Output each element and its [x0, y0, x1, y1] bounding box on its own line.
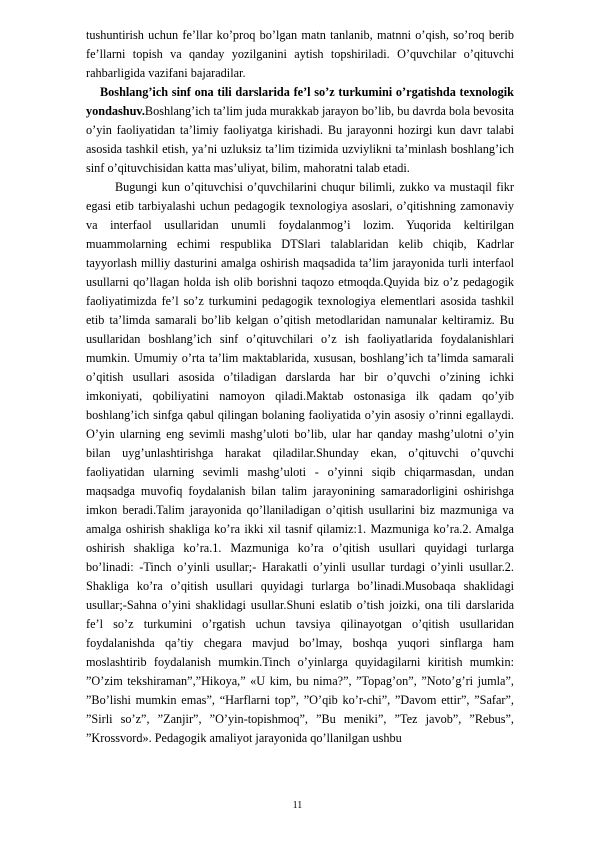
paragraph-main: Bugungi kun o’qituvchisi o’quvchilarini chuqur bilimli, zukko va mustaqil fikr egasi etib tarbiyalashi uchun pedagogik texnologiya asoslari, o’qitishning zamonaviy va interfaol usullaridan unumli foydalanmog’i lozim. Yuqorida keltirilgan muammolarning echimi respublika DTSlari talablaridan kelib chiqib, Kadrlar tayyorlash milliy dasturini amalga oshirish maqsadida ta’lim jarayonida turli interfaol usullarni qo’llagan holda ish olib borishni taqozo etmoqda.Quyida biz o’z pedagogik faoliyatimizda fe’l so’z turkumini pedagogik texnologiya elementlari asosida tashkil etib ta’limda samarali bo’lib kelgan o’qitish metodlaridan namunalar keltiramiz. Bu usullaridan boshlang’ich sinf o’qituvchilari o’z ish faoliyatlarida foydalanishlari mumkin. Umumiy o’rta ta’lim maktablarida, xususan, boshlang’ich ta’limda samarali o’qitish usullari asosida o’tiladigan darslarda har bir o’quvchi o’zining ichki imkoniyati, qobiliyatini namoyon qiladi.Maktab ostonasiga ilk qadam qo’yib boshlang’ich sinfga qabul qilingan bolaning faoliyatida o’yin asosiy o’rinni egallaydi. O’yin ularning eng sevimli mashg’uloti bo’lib, ular har qanday mashg’ulotni o’yin bilan uyg’unlashtirishga harakat qiladilar.Shunday ekan, o’qituvchi o’quvchi faoliyatidan ularning sevimli mashg’uloti - o’yinni siqib chiqarmasdan, undan maqsadga muvofiq foydalanish bilan talim jarayonining samaradorligini oshirishga imkon beradi.Talim jarayonida qo’llaniladigan o’qitish usullarini biz mazmuniga va amalga oshirish shakliga ko’ra ikki xil tasnif qilamiz:1. Mazmuniga ko’ra.2. Amalga oshirish shakliga ko’ra.1. Mazmuniga ko’ra o’qitish usullari quyidagi turlarga bo’linadi: -Tinch o’yinli usullar;- Harakatli o’yinli usullar turdagi o’yinli usullar.2. Shakliga ko’ra o’qitish usullari quyidagi turlarga bo’linadi.Musobaqa shaklidagi usullar;-Sahna o’yini shaklidagi usullar.Shuni eslatib o’tish joizki, ona tili darslarida fe’l so’z turkumini o’rgatish uchun tavsiya qilinayotgan o’qitish usullaridan foydalanishda qa’tiy chegara mavjud bo’lmay, boshqa yuqori sinflarga ham moslashtirib foydalanish mumkin.Tinch o’yinlarga quyidagilarni kiritish mumkin: ”O’zim tekshiraman”,”Hikoya,” «U kim, bu nima?”, ”Topag’on”, ”Noto’g’ri jumla”, ”Bo’lishi mumkin emas”, “Harflarni top”, ”O’qib ko’r-chi”, ”Davom ettir”, ”Safar”, ”Sirli so’z”, ”Zanjir”, ”O’yin-topishmoq”, ”Bu meniki”, ”Tez javob”, ”Rebus”, ”Krossvord». Pedagogik amaliyot jarayonida qo’llanilgan ushbu: [86, 180, 514, 745]
paragraph-approach: [86, 83, 514, 178]
paragraph-intro: tushuntirish uchun fe’llar ko’proq bo’lgan matn tanlanib, matnni o’qish, so’roq berib fe’llarni topish va qanday yozilganini aytish topshiriladi. O’quvchilar o’qituvchi rahbarligida vazifani bajaradilar.: [86, 28, 514, 80]
section-heading: Boshlang’ich sinf ona tili darslarida fe’l so’z turkumini o’rgatishda texnologik yondashuv.: [86, 85, 514, 118]
document-page: [86, 26, 514, 748]
page-number: 11: [292, 800, 303, 811]
paragraph-approach-body: Boshlang’ich ta’lim juda murakkab jarayon bo’lib, bu davrda bola bevosita o’yin faoliyatidan ta’limiy faoliyatga kirishadi. Bu jarayonni hozirgi kun davr talabi asosida tashkil etish, ya’ni uzluksiz ta’lim tizimida uzviylikni ta’minlash boshlang’ich sinf o’qituvchisidan katta mas’uliyat, bilim, mahoratni talab etadi.: [86, 104, 514, 175]
